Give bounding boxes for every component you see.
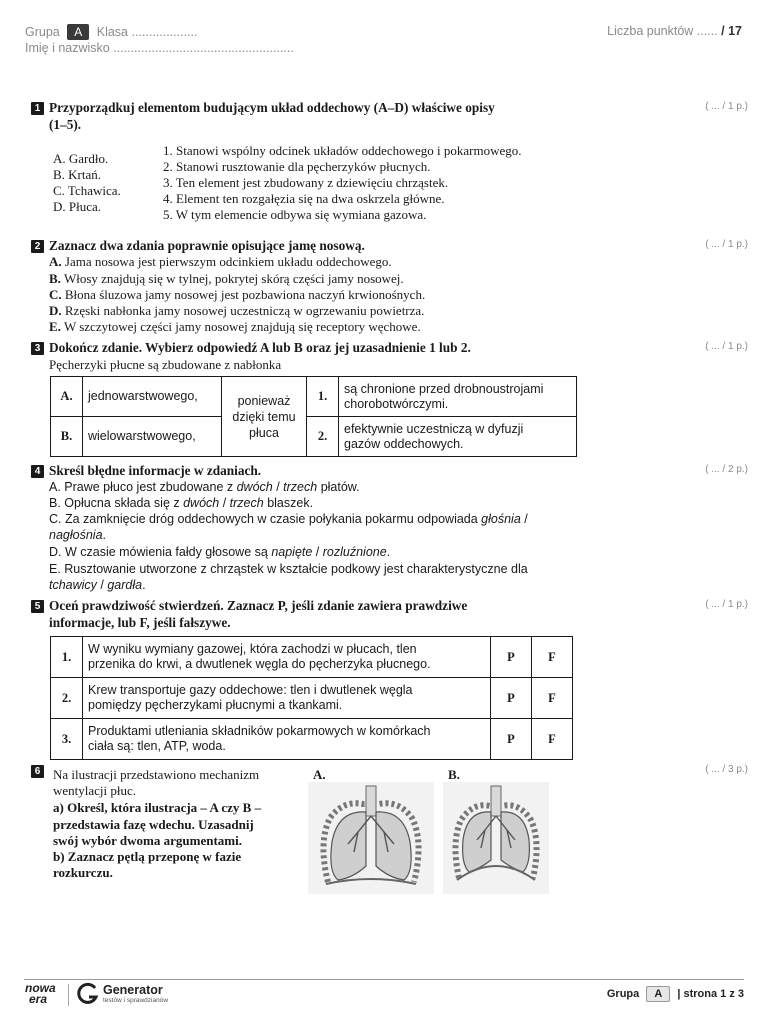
q3-r1-text-line2: chorobotwórczymi.: [344, 396, 449, 411]
q1-description: 2. Stanowi rusztowanie dla pęcherzyków płucnych.: [163, 159, 431, 174]
q1-element: B. Krtań.: [53, 167, 102, 182]
q1-description: 3. Ten element jest zbudowany z dziewięciu chrząstek.: [163, 175, 449, 190]
q6-points: ( ... / 3 p.): [705, 764, 748, 775]
q4-sentence-e-cont: [49, 577, 146, 593]
question-number-3: 3: [31, 342, 44, 355]
q5-row-number: 2.: [51, 678, 83, 719]
q4-e-option1[interactable]: tchawicy: [49, 578, 97, 592]
question-number-5: 5: [31, 600, 44, 613]
q1-element: C. Tchawica.: [53, 183, 121, 198]
q1-title-line1: Przyporządkuj elementom budującym układ oddechowy (A–D) właściwe opisy: [49, 100, 495, 115]
figure-a-label: A.: [313, 767, 326, 782]
question-number-1: 1: [31, 102, 44, 115]
q3-middle: [222, 377, 307, 457]
footer-page-number: | strona 1 z 3: [677, 988, 744, 1000]
q2-option[interactable]: [49, 319, 421, 335]
option-text: Jama nosowa jest pierwszym odcinkiem układu oddechowego.: [64, 254, 392, 269]
q3-stem: Pęcherzyki płucne są zbudowane z nabłonka: [49, 357, 282, 372]
q6-task-a-line1: a) Określ, która ilustracja – A czy B –: [53, 800, 262, 815]
separator: /: [96, 578, 108, 592]
q1-points: ( ... / 1 p.): [705, 101, 748, 112]
q4-sentence-a: [49, 479, 360, 495]
text: D. W czasie mówienia fałdy głosowe są: [49, 545, 272, 559]
q3-a-label[interactable]: A.: [51, 377, 83, 417]
separator: /: [312, 545, 323, 559]
text: płatów.: [317, 480, 360, 494]
q2-title: Zaznacz dwa zdania poprawnie opisujące jamę nosową.: [49, 238, 365, 253]
q1-description: 4. Element ten rozgałęzia się na dwa oskrzela główne.: [163, 191, 445, 206]
q4-e-option2[interactable]: gardła: [107, 578, 143, 592]
q3-r1-text-line1: są chronione przed drobnoustrojami: [344, 381, 544, 396]
footer-group-badge: A: [646, 986, 670, 1002]
option-text: Błona śluzowa jamy nosowej jest pozbawiona naczyń krwionośnych.: [64, 287, 426, 302]
q3-r2-text-line2: gazów oddechowych.: [344, 436, 464, 451]
logo-line2: era: [29, 992, 48, 1006]
text: .: [386, 545, 391, 559]
group-badge: A: [67, 24, 89, 40]
group-label: Grupa: [25, 25, 60, 39]
q5-false-option[interactable]: F: [532, 719, 573, 760]
option-label: C.: [49, 287, 62, 302]
q5-statement: [83, 637, 491, 678]
footer-page-info: [607, 986, 744, 1002]
separator: /: [272, 480, 284, 494]
q3-b-text[interactable]: wielowarstwowego,: [83, 417, 222, 457]
q5-true-option[interactable]: P: [491, 637, 532, 678]
question-number-4: 4: [31, 465, 44, 478]
q3-points: ( ... / 1 p.): [705, 341, 748, 352]
q6-task-a-line2: przedstawia fazę wdechu. Uzasadnij: [53, 817, 254, 832]
text: C. Za zamknięcie dróg oddechowych w czasie połykania pokarmu odpowiada: [49, 512, 482, 526]
q6-intro-line1: Na ilustracji przedstawiono mechanizm: [53, 767, 260, 782]
lungs-illustration-a: [308, 782, 434, 894]
q4-a-option2[interactable]: trzech: [283, 480, 318, 494]
q5-points: ( ... / 1 p.): [705, 599, 748, 610]
q3-r2-text-line1: efektywnie uczestniczą w dyfuzji: [344, 421, 524, 436]
q4-sentence-b: [49, 495, 313, 511]
option-text: W szczytowej części jamy nosowej znajdują się receptory węchowe.: [63, 319, 421, 334]
question-number-6: 6: [31, 765, 44, 778]
q4-d-option2[interactable]: rozluźnione: [322, 545, 387, 559]
q5-statement-line2: pomiędzy pęcherzykami płucnymi a tkankami.: [88, 698, 343, 712]
q5-false-option[interactable]: F: [532, 637, 573, 678]
generator-logo-icon: [76, 982, 100, 1006]
q4-sentence-c-cont: [49, 527, 106, 543]
q3-title: Dokończ zdanie. Wybierz odpowiedź A lub B oraz jej uzasadnienie 1 lub 2.: [49, 340, 471, 355]
q3-r2-text[interactable]: [339, 417, 577, 457]
q3-middle-line1: ponieważ: [237, 393, 291, 408]
q1-description: 5. W tym elemencie odbywa się wymiana gazowa.: [163, 207, 427, 222]
q2-option[interactable]: [49, 287, 425, 303]
points-total: / 17: [721, 24, 742, 38]
q1-element: D. Płuca.: [53, 199, 102, 214]
q6-task-b-line1: b) Zaznacz pętlą przeponę w fazie: [53, 849, 242, 864]
q5-title-line1: Oceń prawdziwość stwierdzeń. Zaznacz P, jeśli zdanie zawiera prawdziwe: [49, 598, 468, 613]
q6-task-a-line3: swój wybór dwoma argumentami.: [53, 833, 242, 848]
footer-separator: [68, 984, 69, 1006]
q5-row-number: 3.: [51, 719, 83, 760]
points-summary: [607, 24, 742, 38]
generator-subtitle: testów i sprawdzianów: [103, 997, 169, 1004]
q3-b-label[interactable]: B.: [51, 417, 83, 457]
q5-statement-line1: Produktami utleniania składników pokarmowych w komórkach: [88, 724, 431, 738]
q5-title-line2: informacje, lub F, jeśli fałszywe.: [49, 615, 231, 630]
q3-r1-label[interactable]: 1.: [307, 377, 339, 417]
q5-false-option[interactable]: F: [532, 678, 573, 719]
separator: /: [219, 496, 230, 510]
option-label: D.: [49, 303, 62, 318]
option-label: A.: [49, 254, 62, 269]
option-text: Włosy znajdują się w tylnej, pokrytej skórą części jamy nosowej.: [63, 271, 404, 286]
q5-statement-line2: przenika do krwi, a dwutlenek węgla do pęcherzyka płucnego.: [88, 657, 431, 671]
q4-sentence-c: [49, 511, 528, 527]
figure-b-label: B.: [448, 767, 460, 782]
q4-title: Skreśl błędne informacje w zdaniach.: [49, 463, 262, 478]
option-label: B.: [49, 271, 61, 286]
points-label: Liczba punktów ......: [607, 24, 718, 38]
text: .: [102, 528, 106, 542]
q3-r1-text[interactable]: [339, 377, 577, 417]
q5-true-option[interactable]: P: [491, 719, 532, 760]
q4-c-option1[interactable]: głośnia: [481, 512, 521, 526]
class-field: Klasa ...................: [96, 25, 198, 39]
trachea: [366, 786, 376, 816]
trachea: [491, 786, 501, 816]
q5-statement: [83, 678, 491, 719]
q4-c-option2[interactable]: nagłośnia: [49, 528, 103, 542]
q3-table: [50, 376, 577, 457]
table-row: [51, 678, 573, 719]
text: .: [142, 578, 146, 592]
q5-statement-line1: W wyniku wymiany gazowej, która zachodzi w płucach, tlen: [88, 642, 417, 656]
q4-b-option2[interactable]: trzech: [229, 496, 264, 510]
q3-middle-line3: płuca: [249, 425, 279, 440]
q1-element: A. Gardło.: [53, 151, 109, 166]
logo-line1: nowa: [25, 981, 56, 995]
q1-title-line2: (1–5).: [49, 117, 82, 132]
q4-points: ( ... / 2 p.): [705, 464, 748, 475]
q5-statement-line1: Krew transportuje gazy oddechowe: tlen i dwutlenek węgla: [88, 683, 413, 697]
q5-statement-line2: ciała są: tlen, ATP, woda.: [88, 739, 226, 753]
q2-option[interactable]: [49, 271, 404, 287]
footer-group-label: Grupa: [606, 988, 640, 1000]
nowa-era-logo: [25, 983, 61, 1005]
q5-row-number: 1.: [51, 637, 83, 678]
text: A. Prawe płuco jest zbudowane z: [49, 480, 237, 494]
q5-true-option[interactable]: P: [491, 678, 532, 719]
text: blaszek.: [263, 496, 314, 510]
q5-table: [50, 636, 573, 760]
q5-statement: [83, 719, 491, 760]
q3-a-text[interactable]: jednowarstwowego,: [83, 377, 222, 417]
option-text: Rzęski nabłonka jamy nosowej uczestniczą w ogrzewaniu powietrza.: [64, 303, 425, 318]
q4-d-option1[interactable]: napięte: [271, 545, 313, 559]
q3-middle-line2: dzięki temu: [232, 409, 296, 424]
text: B. Opłucna składa się z: [49, 496, 184, 510]
header-group-row: [25, 24, 197, 40]
table-row: [51, 719, 573, 760]
q2-points: ( ... / 1 p.): [705, 239, 748, 250]
name-field: Imię i nazwisko ....................................................: [25, 41, 294, 55]
generator-title: Generator: [103, 983, 163, 997]
q4-b-option1[interactable]: dwóch: [183, 496, 220, 510]
q1-description: 1. Stanowi wspólny odcinek układów oddechowego i pokarmowego.: [163, 143, 522, 158]
q2-option[interactable]: [49, 303, 424, 319]
q4-sentence-e: E. Rusztowanie utworzone z chrząstek w kształcie podkowy jest charakterystyczne dla: [49, 562, 528, 576]
lungs-illustration-b: [443, 782, 549, 894]
q4-a-option1[interactable]: dwóch: [236, 480, 273, 494]
question-number-2: 2: [31, 240, 44, 253]
footer-divider: [24, 979, 744, 980]
q3-r2-label[interactable]: 2.: [307, 417, 339, 457]
separator: /: [520, 512, 528, 526]
q6-intro-line2: wentylacji płuc.: [53, 783, 137, 798]
q4-sentence-d: [49, 544, 390, 560]
q6-task-b-line2: rozkurczu.: [53, 865, 113, 880]
option-label: E.: [49, 319, 61, 334]
table-row: [51, 637, 573, 678]
q2-option[interactable]: [49, 254, 392, 270]
